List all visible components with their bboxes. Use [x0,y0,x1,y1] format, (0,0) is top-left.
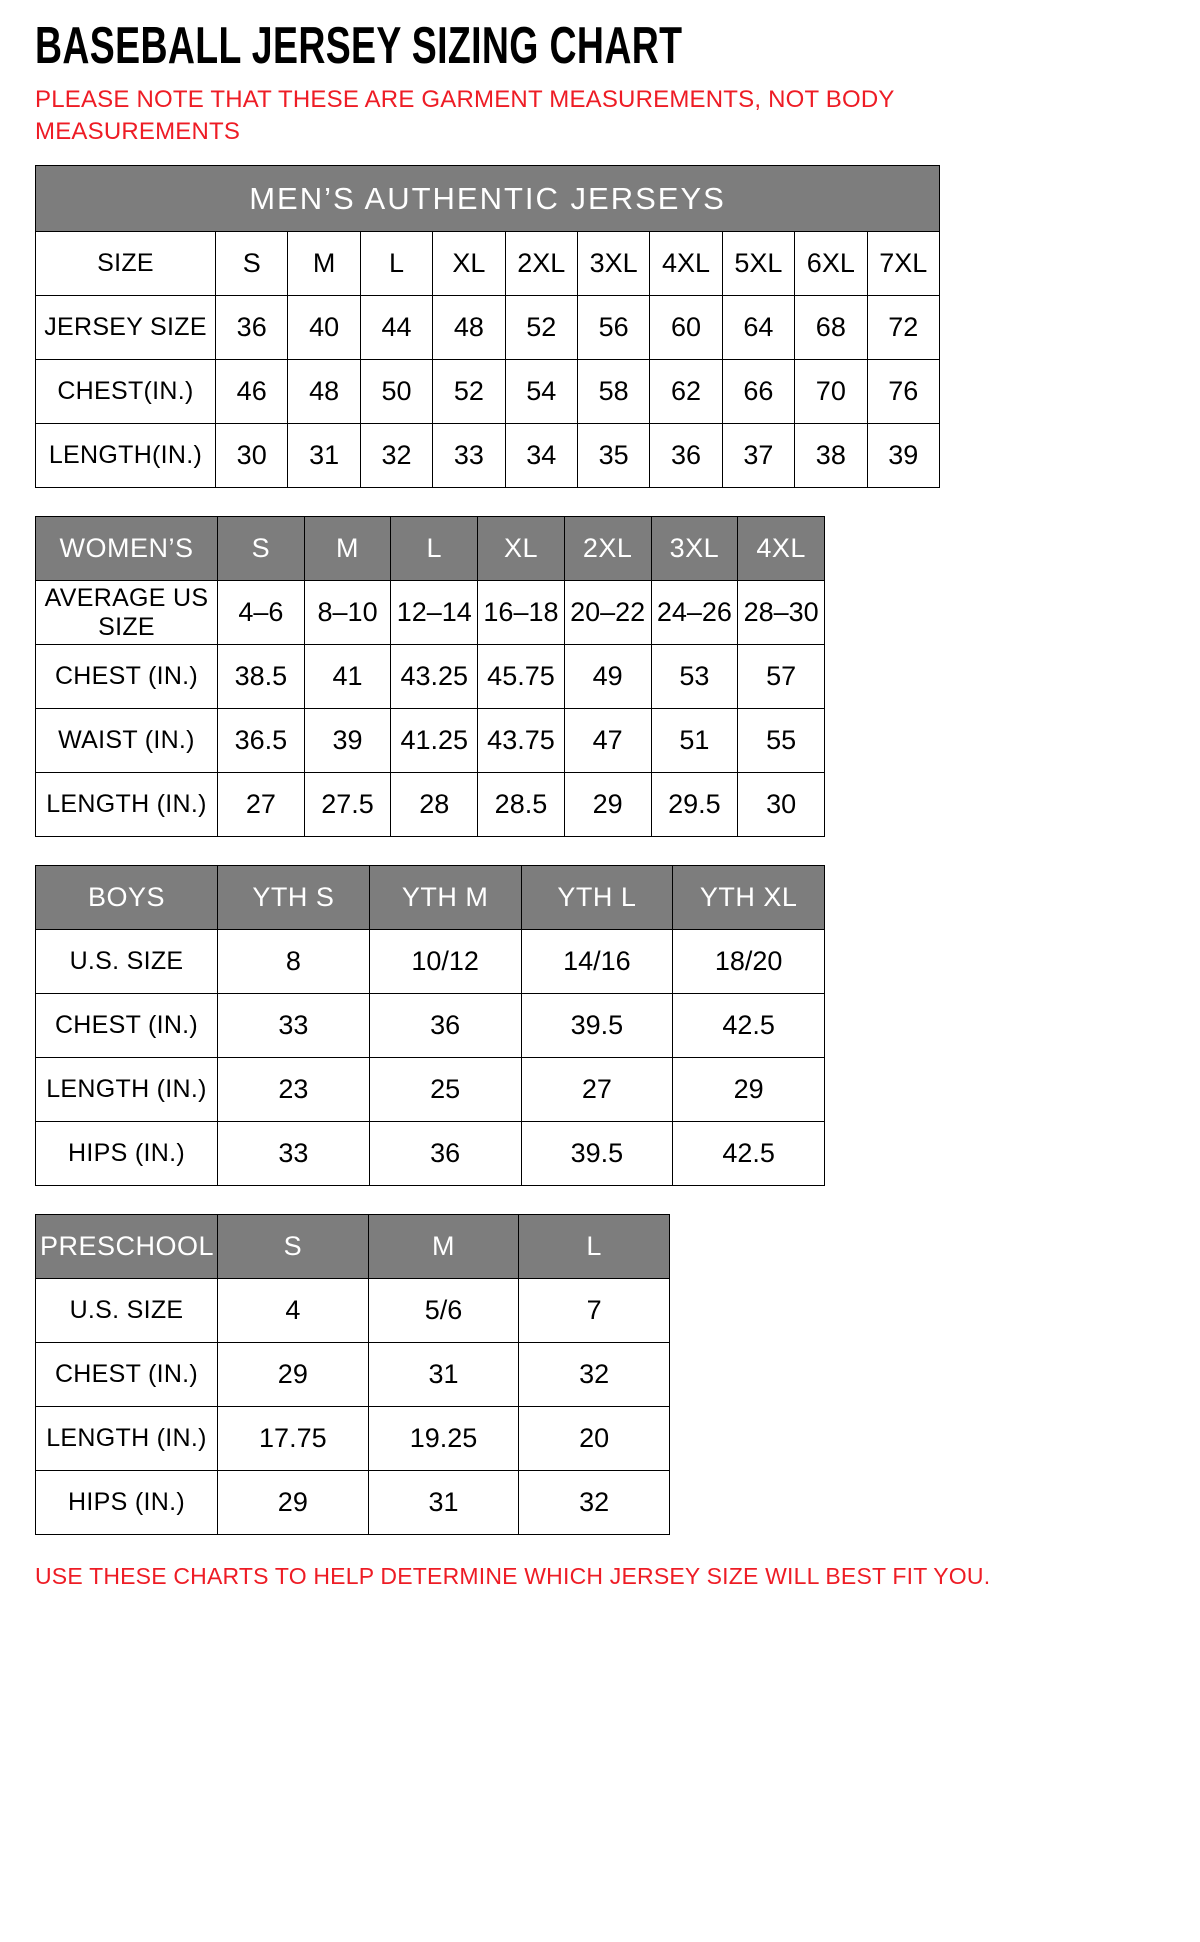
table-cell: 18/20 [673,930,825,994]
row-header-cell: HIPS (IN.) [36,1122,218,1186]
row-header-cell: LENGTH(IN.) [36,424,216,488]
table-cell: 3XL [577,232,649,296]
table-cell: 50 [360,360,432,424]
table-cell: XL [433,232,505,296]
table-cell: 27.5 [304,773,391,837]
column-header-cell: L [519,1215,670,1279]
table-cell: 38.5 [218,645,305,709]
table-cell: 57 [738,645,825,709]
row-header-cell: SIZE [36,232,216,296]
table-cell: 23 [218,1058,370,1122]
table-cell: 54 [505,360,577,424]
table-cell: 52 [433,360,505,424]
table-cell: 46 [216,360,288,424]
row-header-cell: HIPS (IN.) [36,1471,218,1535]
table-cell: 48 [433,296,505,360]
table-cell: 28 [391,773,478,837]
column-header-cell: 3XL [651,517,738,581]
column-header-cell: WOMEN’S [36,517,218,581]
column-header-cell: YTH XL [673,866,825,930]
table-cell: 30 [738,773,825,837]
page-title [35,17,1165,75]
table-cell: 10/12 [369,930,521,994]
table-header-row [36,866,825,930]
table-cell: 42.5 [673,994,825,1058]
table-header-row [36,517,825,581]
table-cell: 70 [795,360,867,424]
table-cell: 56 [577,296,649,360]
table-cell: 36 [650,424,722,488]
column-header-cell: XL [478,517,565,581]
table-cell: 29 [218,1471,369,1535]
tables-container [35,165,1165,1535]
table-row [36,645,825,709]
table-cell: 33 [433,424,505,488]
table-cell: L [360,232,432,296]
table-cell: 4XL [650,232,722,296]
table-cell: 40 [288,296,360,360]
table-row [36,1343,670,1407]
table-row [36,1122,825,1186]
table-cell: 19.25 [368,1407,519,1471]
table-header-row [36,1215,670,1279]
table-cell: 12–14 [391,581,478,645]
row-header-cell: CHEST (IN.) [36,994,218,1058]
table-cell: 52 [505,296,577,360]
row-header-cell: AVERAGE US SIZE [36,581,218,645]
table-row [36,994,825,1058]
table-cell: 31 [368,1343,519,1407]
table-banner-row [36,166,940,232]
table-cell: 39.5 [521,1122,673,1186]
table-cell: 14/16 [521,930,673,994]
column-header-cell: BOYS [36,866,218,930]
womens-table [35,516,825,837]
table-cell: 6XL [795,232,867,296]
table-row [36,581,825,645]
table-cell: 29 [218,1343,369,1407]
row-header-cell: U.S. SIZE [36,1279,218,1343]
table-cell: 36 [216,296,288,360]
preschool-table [35,1214,670,1535]
table-cell: 44 [360,296,432,360]
table-cell: 28.5 [478,773,565,837]
table-row [36,930,825,994]
row-header-cell: LENGTH (IN.) [36,1407,218,1471]
table-cell: 8–10 [304,581,391,645]
row-header-cell: WAIST (IN.) [36,709,218,773]
table-cell: 35 [577,424,649,488]
table-cell: 16–18 [478,581,565,645]
table-cell: 24–26 [651,581,738,645]
table-cell: 29.5 [651,773,738,837]
table-cell: 47 [564,709,651,773]
table-cell: 8 [218,930,370,994]
table-cell: S [216,232,288,296]
table-row [36,424,940,488]
mens-authentic-jerseys-banner: MEN’S AUTHENTIC JERSEYS [36,166,940,232]
column-header-cell: PRESCHOOL [36,1215,218,1279]
table-cell: M [288,232,360,296]
table-row [36,709,825,773]
row-header-cell: U.S. SIZE [36,930,218,994]
table-row [36,296,940,360]
column-header-cell: M [304,517,391,581]
table-cell: 29 [564,773,651,837]
footer-note: USE THESE CHARTS TO HELP DETERMINE WHICH JERSEY SIZE WILL BEST FIT YOU. [35,1563,991,1590]
table-cell: 30 [216,424,288,488]
table-cell: 32 [519,1343,670,1407]
boys-table [35,865,825,1186]
table-cell: 20–22 [564,581,651,645]
table-cell: 41.25 [391,709,478,773]
mens-authentic-jerseys-table [35,165,940,488]
table-cell: 33 [218,1122,370,1186]
table-cell: 31 [288,424,360,488]
column-header-cell: M [368,1215,519,1279]
table-cell: 5/6 [368,1279,519,1343]
column-header-cell: 2XL [564,517,651,581]
table-row [36,1279,670,1343]
table-cell: 4–6 [218,581,305,645]
row-header-cell: CHEST (IN.) [36,1343,218,1407]
garment-measurements-note: PLEASE NOTE THAT THESE ARE GARMENT MEASUREMENTS, NOT BODY MEASUREMENTS [35,86,895,145]
table-cell: 29 [673,1058,825,1122]
table-cell: 28–30 [738,581,825,645]
column-header-cell: L [391,517,478,581]
table-cell: 31 [368,1471,519,1535]
column-header-cell: YTH L [521,866,673,930]
row-header-cell: LENGTH (IN.) [36,773,218,837]
table-cell: 68 [795,296,867,360]
table-cell: 45.75 [478,645,565,709]
table-cell: 27 [218,773,305,837]
table-cell: 25 [369,1058,521,1122]
page-title-text: BASEBALL JERSEY SIZING CHART [35,17,683,75]
table-cell: 41 [304,645,391,709]
row-header-cell: LENGTH (IN.) [36,1058,218,1122]
table-row [36,360,940,424]
table-cell: 7 [519,1279,670,1343]
table-cell: 48 [288,360,360,424]
table-cell: 2XL [505,232,577,296]
table-cell: 58 [577,360,649,424]
column-header-cell: YTH M [369,866,521,930]
table-row [36,773,825,837]
column-header-cell: 4XL [738,517,825,581]
row-header-cell: JERSEY SIZE [36,296,216,360]
table-cell: 39 [867,424,939,488]
table-row [36,232,940,296]
table-row [36,1058,825,1122]
table-cell: 32 [519,1471,670,1535]
table-cell: 76 [867,360,939,424]
table-cell: 32 [360,424,432,488]
table-cell: 42.5 [673,1122,825,1186]
table-cell: 33 [218,994,370,1058]
table-cell: 51 [651,709,738,773]
column-header-cell: S [218,1215,369,1279]
table-cell: 38 [795,424,867,488]
table-cell: 39.5 [521,994,673,1058]
table-cell: 62 [650,360,722,424]
table-cell: 72 [867,296,939,360]
table-cell: 53 [651,645,738,709]
table-cell: 36 [369,1122,521,1186]
table-row [36,1471,670,1535]
table-cell: 64 [722,296,794,360]
table-row [36,1407,670,1471]
table-cell: 27 [521,1058,673,1122]
table-cell: 55 [738,709,825,773]
table-cell: 37 [722,424,794,488]
table-cell: 36 [369,994,521,1058]
table-cell: 36.5 [218,709,305,773]
table-cell: 4 [218,1279,369,1343]
table-cell: 20 [519,1407,670,1471]
table-cell: 66 [722,360,794,424]
row-header-cell: CHEST (IN.) [36,645,218,709]
table-cell: 5XL [722,232,794,296]
table-cell: 7XL [867,232,939,296]
table-cell: 60 [650,296,722,360]
table-cell: 43.75 [478,709,565,773]
table-cell: 49 [564,645,651,709]
table-cell: 39 [304,709,391,773]
column-header-cell: S [218,517,305,581]
row-header-cell: CHEST(IN.) [36,360,216,424]
table-cell: 17.75 [218,1407,369,1471]
table-cell: 34 [505,424,577,488]
table-cell: 43.25 [391,645,478,709]
column-header-cell: YTH S [218,866,370,930]
